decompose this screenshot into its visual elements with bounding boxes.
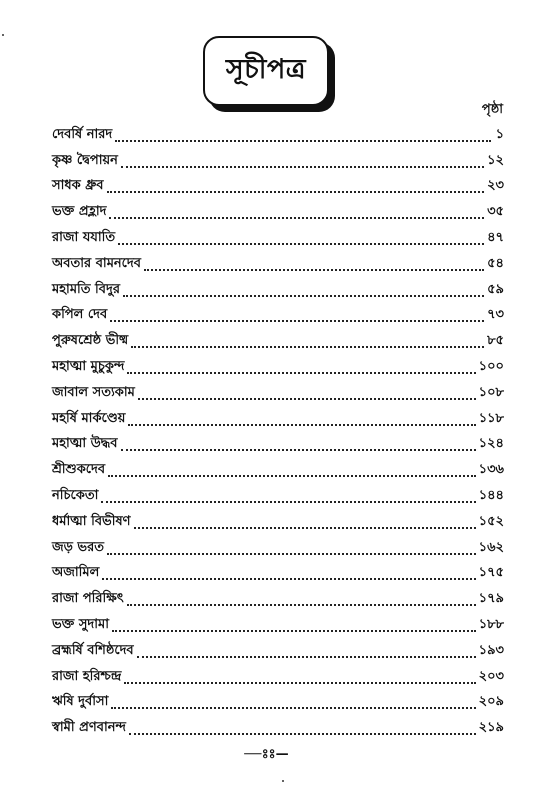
- toc-entry: [52, 197, 504, 223]
- toc-entry-page: ৭৩: [487, 307, 504, 323]
- toc-entry-page: ১৫২: [478, 513, 504, 529]
- toc-entry-page: ২০৯: [478, 694, 504, 710]
- toc-entry-page: ২১৯: [478, 720, 504, 736]
- toc-entry-title: রাজা পরিক্ষিৎ: [52, 591, 124, 607]
- toc-entry-title: দেবর্ষি নারদ: [52, 126, 113, 142]
- toc-entry: [52, 662, 504, 688]
- dot-leader: [134, 526, 476, 529]
- dot-leader: [108, 474, 476, 477]
- toc-entry-title: ভক্ত সুদামা: [52, 616, 110, 632]
- stray-mark: [2, 34, 4, 36]
- toc-entry-title: কপিল দেব: [52, 307, 108, 323]
- toc-entry-title: জড় ভরত: [52, 539, 105, 555]
- toc-entry-title: ঋষি দুর্বাসা: [52, 694, 109, 710]
- toc-entry-title: রাজা যযাতি: [52, 229, 116, 245]
- toc-entry: [52, 430, 504, 456]
- toc-entry: [52, 507, 504, 533]
- dot-leader: [118, 242, 484, 245]
- toc-entry: [52, 455, 504, 481]
- toc-entry-title: শ্রীশুকদেব: [52, 462, 106, 478]
- toc-entry-page: ৮৫: [487, 333, 504, 349]
- toc-entry: [52, 120, 504, 146]
- toc-entry-page: ১৭৫: [478, 565, 504, 581]
- toc-entry-title: অজামিল: [52, 565, 100, 581]
- toc-entry-title: নচিকেতা: [52, 487, 99, 503]
- toc-entry: [52, 610, 504, 636]
- page-column-heading: পৃষ্ঠা: [481, 102, 503, 117]
- toc-entry-title: ধর্মাত্মা বিভীষণ: [52, 513, 131, 529]
- toc-entry: [52, 559, 504, 585]
- dot-leader: [121, 165, 484, 168]
- toc-title: সূচীপত্র: [225, 53, 307, 85]
- toc-entry-page: ২০৩: [478, 668, 504, 684]
- dot-leader: [131, 345, 484, 348]
- dot-leader: [102, 577, 475, 580]
- toc-entry-page: ১৯৩: [478, 642, 504, 658]
- toc-entry: [52, 584, 504, 610]
- dot-leader: [128, 423, 475, 426]
- toc-entry: [52, 481, 504, 507]
- toc-entry: [52, 688, 504, 714]
- toc-entry: [52, 275, 504, 301]
- toc-entry-title: রাজা হরিশ্চন্দ্র: [52, 668, 122, 684]
- dot-leader: [127, 371, 475, 374]
- toc-entry-title: পুরুষশ্রেষ্ঠ ভীষ্ম: [52, 333, 129, 349]
- dot-leader: [109, 216, 484, 219]
- toc-entry-page: ১২: [487, 152, 504, 168]
- dot-leader: [110, 319, 484, 322]
- toc-entry-page: ১২৪: [478, 436, 504, 452]
- dot-leader: [112, 629, 476, 632]
- dot-leader: [137, 655, 476, 658]
- toc-entry-page: ৩৫: [487, 204, 504, 220]
- toc-entry-page: ১০৮: [478, 384, 504, 400]
- dot-leader: [124, 681, 475, 684]
- toc-entry: [52, 326, 504, 352]
- toc-entry-page: ১: [495, 126, 504, 142]
- dot-leader: [138, 397, 476, 400]
- toc-entry-page: ৫৪: [487, 255, 504, 271]
- toc-title-box: [203, 36, 329, 106]
- toc-entry-title: কৃষ্ণ দ্বৈপায়ন: [52, 152, 118, 168]
- toc-entry: [52, 223, 504, 249]
- toc-entry: [52, 636, 504, 662]
- toc-entry: [52, 249, 504, 275]
- dot-leader: [107, 190, 485, 193]
- toc-entry-page: ১৪৪: [478, 487, 504, 503]
- dot-leader: [121, 448, 476, 451]
- toc-entry-page: ১৩৬: [478, 462, 504, 478]
- toc-entry-title: মহাত্মা মুচুকুন্দ: [52, 358, 125, 374]
- toc-entry: [52, 352, 504, 378]
- dot-leader: [123, 294, 484, 297]
- toc-entry-title: স্বামী প্রণবানন্দ: [52, 720, 126, 736]
- toc-entry-page: ১০০: [478, 358, 504, 374]
- table-of-contents: [52, 120, 504, 739]
- toc-entry-page: ৫৯: [487, 281, 504, 297]
- dot-leader: [144, 268, 484, 271]
- toc-entry-title: ভক্ত প্রহ্লাদ: [52, 204, 107, 220]
- toc-entry-page: ২৩: [487, 178, 504, 194]
- toc-entry-page: ১৮৮: [478, 616, 504, 632]
- toc-entry-title: অবতার বামনদেব: [52, 255, 141, 271]
- toc-entry-page: ৪৭: [487, 229, 504, 245]
- footer-ornament: —ঃঃ—: [244, 747, 289, 762]
- toc-entry: [52, 533, 504, 559]
- toc-entry: [52, 146, 504, 172]
- dot-leader: [129, 732, 476, 735]
- toc-entry: [52, 378, 504, 404]
- toc-entry-title: জাবাল সত্যকাম: [52, 384, 135, 400]
- toc-entry-title: ব্রহ্মর্ষি বশিষ্ঠদেব: [52, 642, 134, 658]
- toc-entry-title: মহাত্মা উদ্ধব: [52, 436, 118, 452]
- toc-entry-page: ১১৮: [478, 410, 504, 426]
- toc-entry: [52, 301, 504, 327]
- dot-leader: [107, 552, 476, 555]
- toc-entry-title: সাধক ধ্রুব: [52, 178, 104, 194]
- toc-entry-title: মহামতি বিদুর: [52, 281, 120, 297]
- dot-leader: [127, 603, 476, 606]
- dot-leader: [111, 706, 475, 709]
- dot-leader: [101, 500, 475, 503]
- toc-entry-page: ১৭৯: [478, 591, 504, 607]
- dot-leader: [115, 139, 491, 142]
- toc-entry: [52, 404, 504, 430]
- toc-entry: [52, 172, 504, 198]
- toc-entry-page: ১৬২: [478, 539, 504, 555]
- toc-entry: [52, 713, 504, 739]
- toc-entry-title: মহর্ষি মার্কণ্ডেয়: [52, 410, 126, 426]
- stray-mark: [282, 780, 284, 782]
